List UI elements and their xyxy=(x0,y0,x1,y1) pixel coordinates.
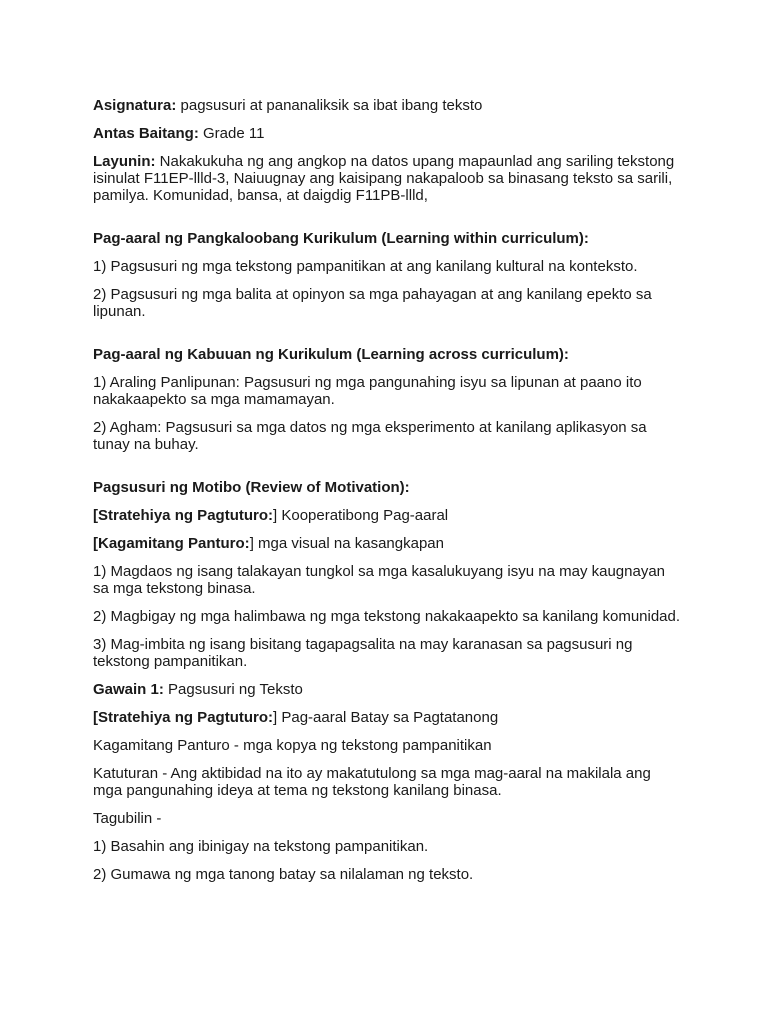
across-curriculum-heading: Pag-aaral ng Kabuuan ng Kurikulum (Learning across curriculum): xyxy=(93,346,569,363)
antas-baitang-label: Antas Baitang: xyxy=(93,125,199,142)
antas-baitang-line xyxy=(93,125,683,142)
asignatura-value: pagsusuri at pananaliksik sa ibat ibang teksto xyxy=(180,97,483,114)
motivation-materials-value: ] mga visual na kasangkapan xyxy=(249,535,444,552)
motivation-strategy-value: ] Kooperatibong Pag-aaral xyxy=(273,507,449,524)
gawain1-strategy-value: ] Pag-aaral Batay sa Pagtatanong xyxy=(273,709,499,726)
gawain1-tagubilin: Tagubilin - xyxy=(93,810,162,827)
across-curriculum-item: 1) Araling Panlipunan: Pagsusuri ng mga pangunahing isyu sa lipunan at paano ito nakakaapekto sa mga mamamayan. xyxy=(93,374,642,408)
gawain1-label: Gawain 1: xyxy=(93,681,164,698)
document-page xyxy=(93,97,683,894)
within-curriculum-item: 2) Pagsusuri ng mga balita at opinyon sa mga pahayagan at ang kanilang epekto sa lipunan. xyxy=(93,286,652,320)
gawain1-strategy-line xyxy=(93,709,683,726)
motivation-strategy-label: [Stratehiya ng Pagtuturo: xyxy=(93,507,274,524)
within-curriculum-heading: Pag-aaral ng Pangkaloobang Kurikulum (Learning within curriculum): xyxy=(93,230,589,247)
motivation-materials-label: [Kagamitang Panturo: xyxy=(93,535,250,552)
layunin-value: Nakakukuha ng ang angkop na datos upang mapaunlad ang sariling tekstong isinulat F11EP-llld-3, Naiuugnay ang kaisipang nakapaloob sa binasang teksto sa sarili, pamilya. Komunidad, bansa, at daigdig F11PB-llld, xyxy=(93,153,675,204)
gawain1-step: 2) Gumawa ng mga tanong batay sa nilalaman ng teksto. xyxy=(93,866,474,883)
asignatura-label: Asignatura: xyxy=(93,97,177,114)
asignatura-line xyxy=(93,97,683,114)
gawain1-line xyxy=(93,681,683,698)
layunin-label: Layunin: xyxy=(93,153,156,170)
motivation-item: 3) Mag-imbita ng isang bisitang tagapagsalita na may karanasan sa pagsusuri ng tekstong pampanitikan. xyxy=(93,636,633,670)
gawain1-step: 1) Basahin ang ibinigay na tekstong pampanitikan. xyxy=(93,838,429,855)
layunin-line xyxy=(93,153,683,204)
antas-baitang-value: Grade 11 xyxy=(203,125,265,142)
motivation-materials-line xyxy=(93,535,683,552)
gawain1-value: Pagsusuri ng Teksto xyxy=(168,681,303,698)
across-curriculum-item: 2) Agham: Pagsusuri sa mga datos ng mga eksperimento at kanilang aplikasyon sa tunay na buhay. xyxy=(93,419,647,453)
gawain1-materials: Kagamitang Panturo - mga kopya ng tekstong pampanitikan xyxy=(93,737,492,754)
motivation-heading: Pagsusuri ng Motibo (Review of Motivation): xyxy=(93,479,410,496)
gawain1-katuturan: Katuturan - Ang aktibidad na ito ay makatutulong sa mga mag-aaral na makilala ang mga pangunahing ideya at tema ng tekstong kanilang binasa. xyxy=(93,765,651,799)
gawain1-strategy-label: [Stratehiya ng Pagtuturo: xyxy=(93,709,274,726)
motivation-item: 2) Magbigay ng mga halimbawa ng mga tekstong nakakaapekto sa kanilang komunidad. xyxy=(93,608,681,625)
motivation-item: 1) Magdaos ng isang talakayan tungkol sa mga kasalukuyang isyu na may kaugnayan sa mga tekstong binasa. xyxy=(93,563,666,597)
within-curriculum-item: 1) Pagsusuri ng mga tekstong pampanitikan at ang kanilang kultural na konteksto. xyxy=(93,258,638,275)
motivation-strategy-line xyxy=(93,507,683,524)
